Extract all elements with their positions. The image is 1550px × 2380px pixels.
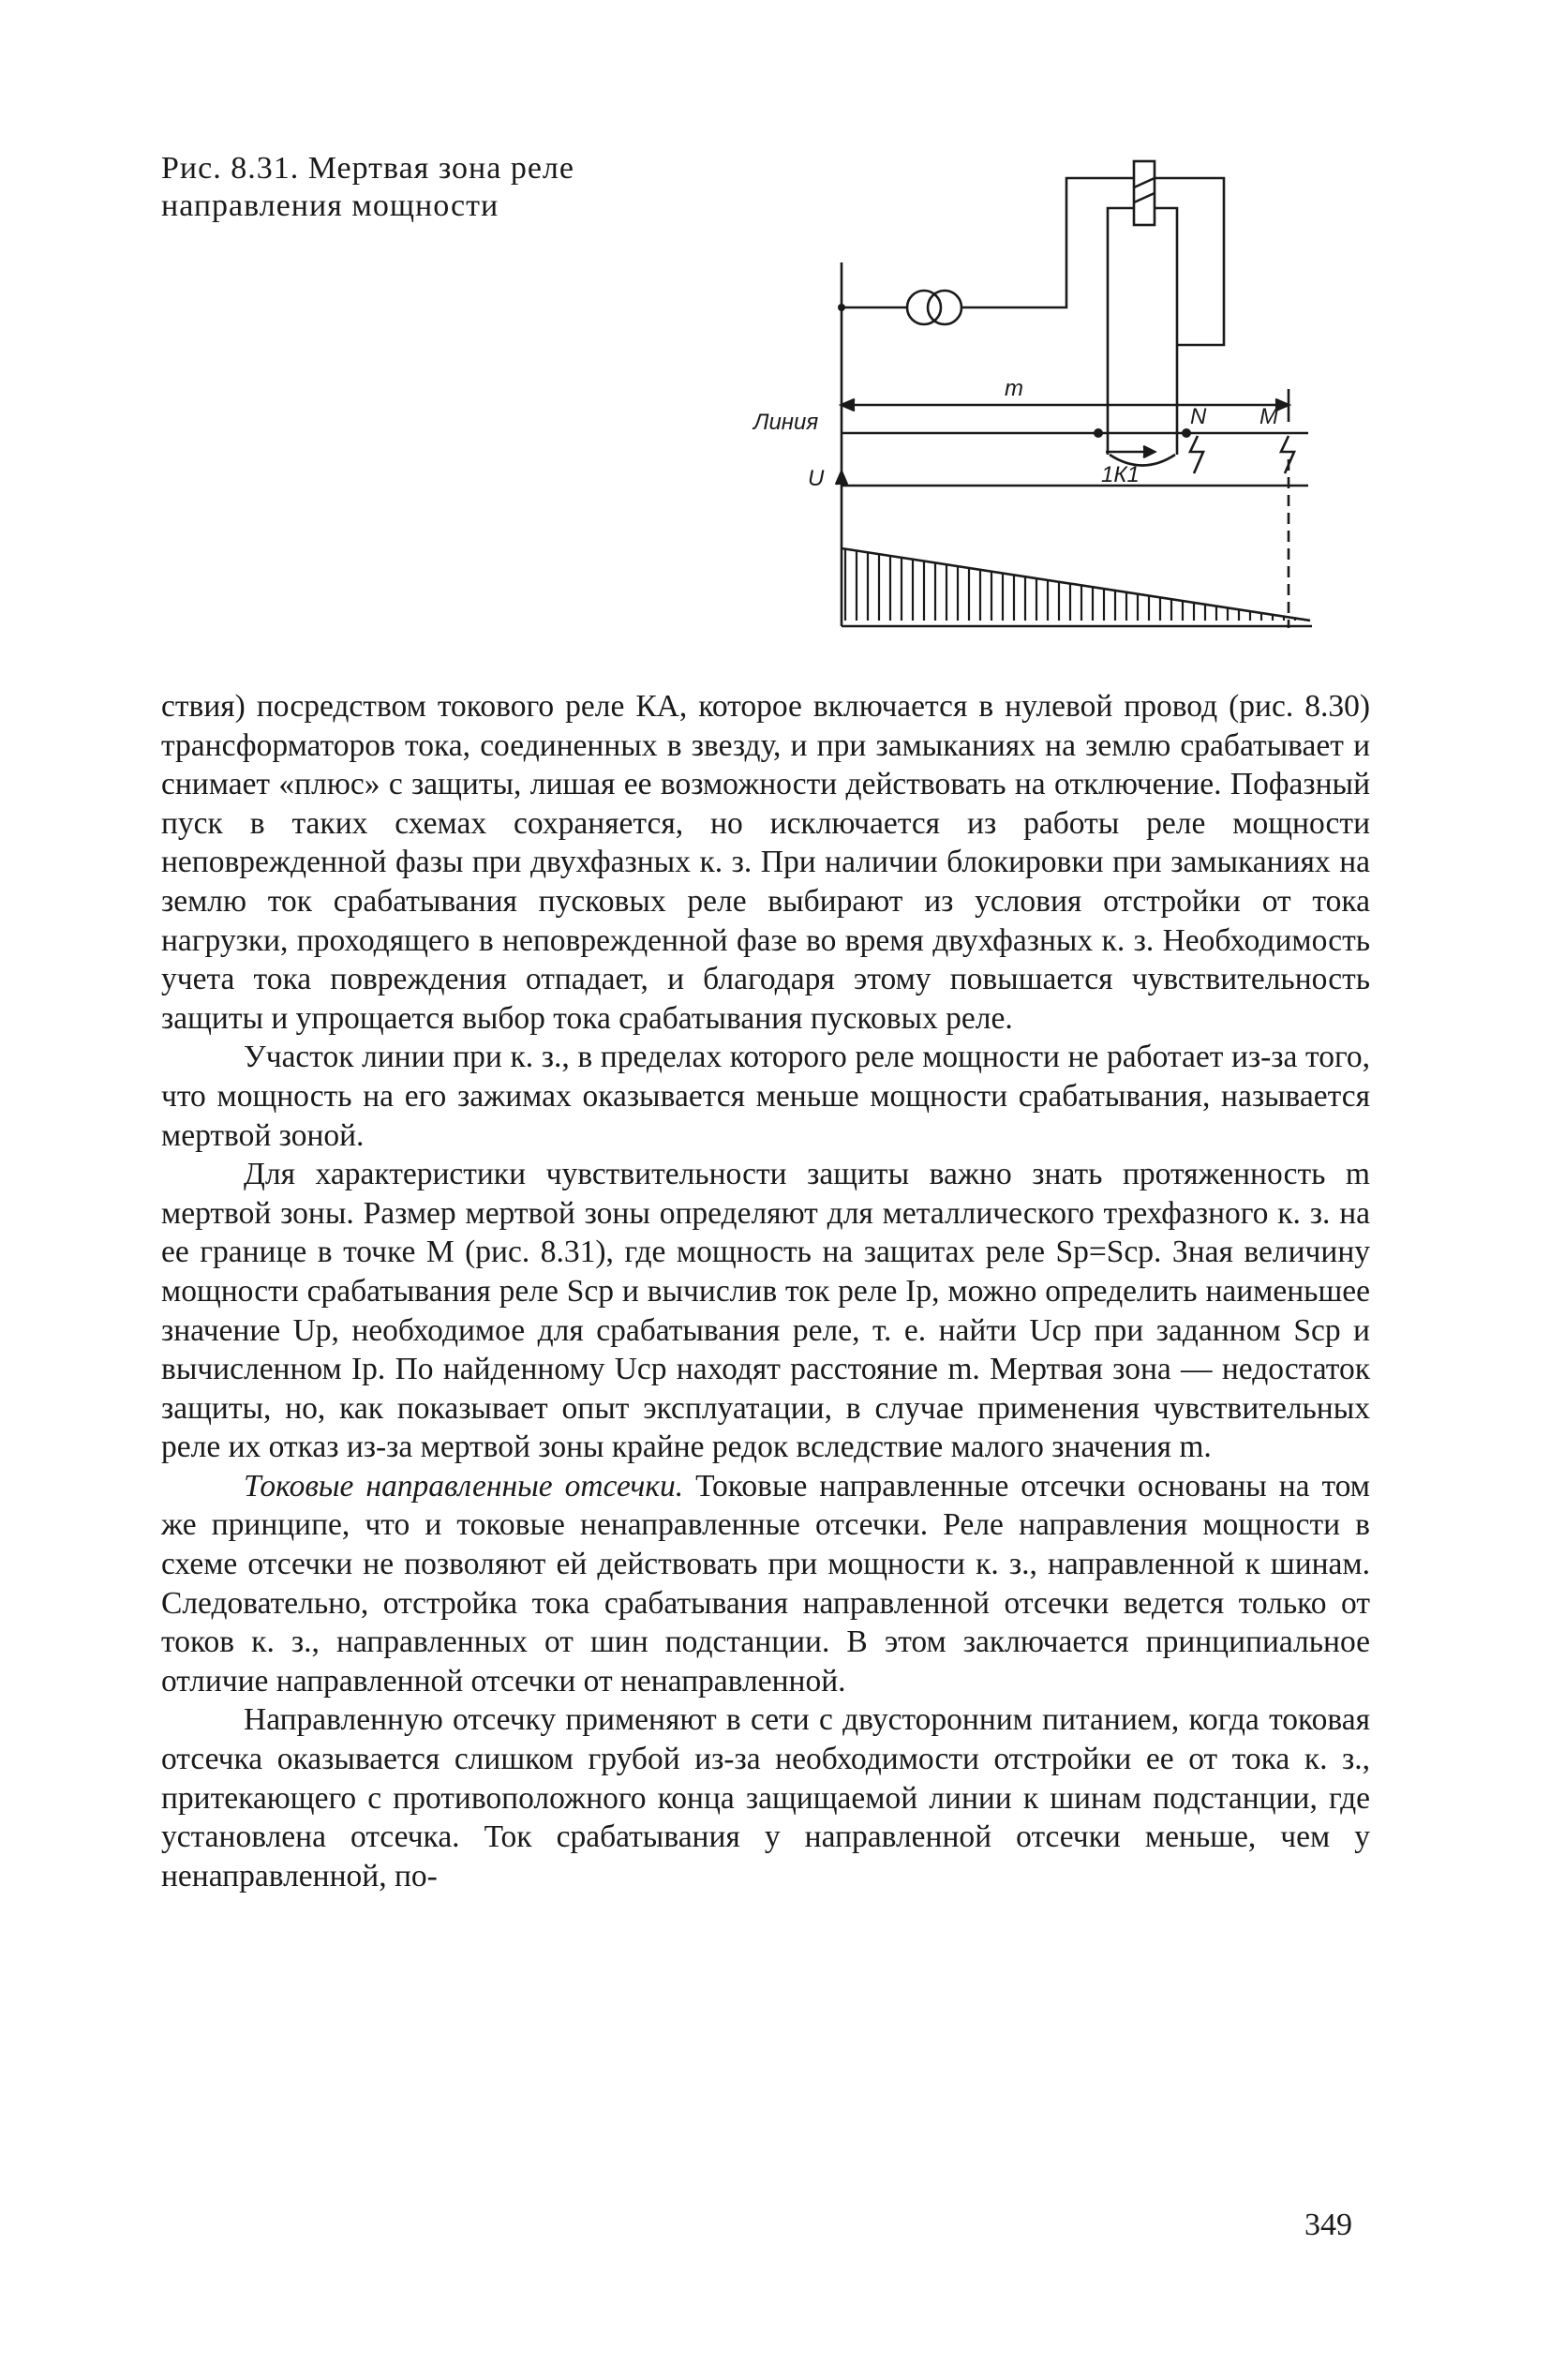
body-text: [161, 687, 1370, 1895]
section-heading: Токовые направленные отсечки.: [244, 1468, 684, 1504]
label-M: M: [1259, 404, 1278, 429]
figure-caption: [161, 150, 686, 225]
label-1k1: 1К1: [1101, 462, 1140, 487]
paragraph-5: Направленную отсечку применяют в сети с двусторонним питанием, когда токовая отсечка оказывается слишком грубой из-за необходимости отстройки ее от тока к. з., притекающего с противоположного конца защищаемой линии к шинам подстанции, где установлена отсечка. Ток срабатывания у направленной отсечки меньше, чем у ненаправленной, по-: [161, 1702, 1370, 1894]
power-relay: [1134, 161, 1155, 225]
label-line: Линия: [753, 410, 819, 435]
relay-return-circuit: [1155, 178, 1224, 345]
page-number: 349: [1304, 2208, 1352, 2242]
paragraph-2: Участок линии при к. з., в пределах которого реле мощности не работает из-за того, что мощность на его зажимах оказывается меньше мощности срабатывания, называется мертвой зоной.: [161, 1040, 1370, 1153]
voltage-hatching: [842, 548, 1310, 623]
label-m: m: [1005, 376, 1023, 401]
transformer-winding-2: [928, 291, 961, 324]
transformer-winding-1: [907, 291, 941, 324]
label-N: N: [1190, 404, 1207, 429]
paragraph-4: [161, 1467, 1370, 1701]
caption-line-2: направления мощности: [161, 188, 499, 223]
paragraph-3: Для характеристики чувствительности защиты важно знать протяженность m мертвой зоны. Размер мертвой зоны определяют для металлического трехфазного к. з. на ее границе в точке М (рис. 8.31), где мощность на защитах реле Sр=Sср. Зная величину мощности срабатывания реле Sср и вычислив ток реле Iр, можно определить наименьшее значение Uр, необходимое для срабатывания реле, т. е. найти Uср при заданном Sср и вычисленном Iр. По найденному Uср находят расстояние m. Мертвая зона — недостаток защиты, но, как показывает опыт эксплуатации, в случае применения чувствительных реле их отказ из-за мертвой зоны крайне редок вследствие малого значения m.: [161, 1157, 1370, 1465]
label-U: U: [808, 466, 825, 491]
caption-line-1: Рис. 8.31. Мертвая зона реле: [161, 151, 574, 186]
current-circuit-b: [1155, 208, 1177, 455]
current-circuit-a: [1108, 208, 1134, 455]
paragraph-4-body: Токовые направленные отсечки основаны на том же принципе, что и токовые ненаправленные отсечки. Реле направления мощности в схеме отсечки не позволяют ей действовать при мощности к. з., направленной к шинам. Следовательно, отстройка тока срабатывания направленной отсечки ведется только от токов к. з., направленных от шин подстанции. В этом заключается принципиальное отличие направленной отсечки от ненаправленной.: [161, 1468, 1370, 1699]
fault-N: [1190, 436, 1203, 473]
paragraph-1: ствия) посредством токового реле КА, которое включается в нулевой провод (рис. 8.30) трансформаторов тока, соединенных в звезду, и при замыканиях на землю срабатывает и снимает «плюс» с защиты, лишая ее возможности действовать на отключение. Пофазный пуск в таких схемах сохраняется, но исключается из работы реле мощности неповрежденной фазы при двухфазных к. з. При наличии блокировки при замыканиях на землю ток срабатывания пусковых реле выбирают из условия отстройки от тока нагрузки, проходящего в неповрежденной фазе во время двухфазных к. з. Необходимость учета тока повреждения отпадает, и благодаря этому повышается чувствительность защиты и упрощается выбор тока срабатывания пусковых реле.: [161, 689, 1370, 1036]
dead-zone-diagram: [750, 150, 1368, 637]
